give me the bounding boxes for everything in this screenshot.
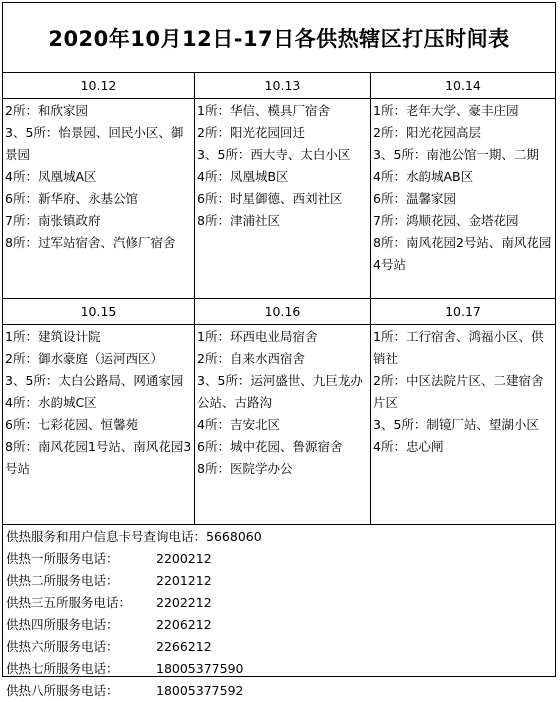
- district-item: 8所：津浦社区: [197, 213, 280, 228]
- phone-label: 供热四所服务电话：: [6, 617, 119, 632]
- schedule-sheet: [2, 2, 556, 698]
- phone-number: 2202212: [156, 595, 212, 610]
- phone-label: 供热八所服务电话：: [6, 683, 119, 698]
- district-item: 2所：中区法院片区、二建宿舍片区: [373, 373, 544, 410]
- district-item: 6所：时星御德、西刘社区: [197, 191, 343, 206]
- district-item: 4所：凤凰城A区: [5, 169, 97, 184]
- phone-number: 2201212: [156, 573, 212, 588]
- district-item: 3、5所：南池公馆一期、二期: [373, 147, 539, 162]
- district-item: 4所：凤凰城B区: [197, 169, 289, 184]
- district-item: 4所：吉安北区: [197, 417, 280, 432]
- district-item: 2所：自来水西宿舍: [197, 351, 305, 366]
- district-item: 7所：鸿顺花园、金塔花园: [373, 213, 519, 228]
- day-cell-1016: [195, 299, 371, 525]
- district-item: 1所：老年大学、豪丰庄园: [373, 103, 519, 118]
- day-date: 10.17: [371, 299, 555, 325]
- district-item: 8所：南风花园2号站、南风花园4号站: [373, 235, 552, 272]
- schedule-grid: [3, 73, 555, 525]
- district-item: 3、5所：太白公路局、网通家园: [5, 373, 184, 388]
- day-cell-1017: [371, 299, 555, 525]
- district-item: 3、5所：怡景园、回民小区、御景园: [5, 125, 184, 162]
- day-cell-1012: [3, 73, 195, 299]
- district-list: [371, 99, 555, 276]
- district-item: 2所：阳光花园高层: [373, 125, 481, 140]
- district-item: 3、5所：运河盛世、九巨龙办公站、古路沟: [197, 373, 363, 410]
- district-list: [3, 325, 194, 480]
- contact-section: [3, 525, 555, 702]
- phone-row: [6, 570, 552, 592]
- phone-label: 供热三五所服务电话：: [6, 595, 132, 610]
- phone-number: 2200212: [156, 551, 212, 566]
- phone-label: 供热二所服务电话：: [6, 573, 119, 588]
- info-hotline-label: 供热服务和用户信息卡号查询电话：: [6, 529, 207, 544]
- phone-number: 2206212: [156, 617, 212, 632]
- phone-label: 供热七所服务电话：: [6, 661, 119, 676]
- district-item: 6所：七彩花园、恒馨苑: [5, 417, 138, 432]
- district-item: 1所：工行宿舍、鸿福小区、供销社: [373, 329, 544, 366]
- district-list: [195, 325, 370, 480]
- info-hotline: [6, 526, 552, 548]
- district-item: 1所：建筑设计院: [5, 329, 101, 344]
- district-item: 3、5所：西大寺、太白小区: [197, 147, 351, 162]
- phone-row: [6, 636, 552, 658]
- day-date: 10.13: [195, 73, 370, 99]
- district-item: 2所：和欣家园: [5, 103, 88, 118]
- day-cell-1014: [371, 73, 555, 299]
- district-item: 2所：阳光花园回迁: [197, 125, 305, 140]
- day-date: 10.15: [3, 299, 194, 325]
- district-item: 2所：御水豪庭（运河西区）: [5, 351, 163, 366]
- district-item: 1所：华信、模具厂宿舍: [197, 103, 330, 118]
- district-item: 6所：温馨家园: [373, 191, 456, 206]
- district-list: [195, 99, 370, 232]
- phone-number: 2266212: [156, 639, 212, 654]
- district-item: 4所：忠心闸: [373, 439, 444, 454]
- day-date: 10.12: [3, 73, 194, 99]
- district-item: 8所：过军站宿舍、汽修厂宿舍: [5, 235, 176, 250]
- district-list: [3, 99, 194, 254]
- phone-row: [6, 680, 552, 702]
- page-title: 2020年10月12日-17日各供热辖区打压时间表: [3, 3, 555, 73]
- day-cell-1015: [3, 299, 195, 525]
- district-item: 3、5所：制镜厂站、望湖小区: [373, 417, 539, 432]
- phone-row: [6, 548, 552, 570]
- phone-number: 18005377590: [156, 661, 244, 676]
- district-item: 4所：水韵城C区: [5, 395, 97, 410]
- day-date: 10.16: [195, 299, 370, 325]
- phone-row: [6, 592, 552, 614]
- district-item: 1所：环西电业局宿舍: [197, 329, 318, 344]
- phone-row: [6, 658, 552, 680]
- district-list: [371, 325, 555, 458]
- district-item: 6所：城中花园、鲁源宿舍: [197, 439, 343, 454]
- district-item: 4所：水韵城AB区: [373, 169, 474, 184]
- phone-label: 供热六所服务电话：: [6, 639, 119, 654]
- day-cell-1013: [195, 73, 371, 299]
- phone-number: 18005377592: [156, 683, 244, 698]
- district-item: 7所：南张镇政府: [5, 213, 101, 228]
- district-item: 8所：南风花园1号站、南风花园3号站: [5, 439, 192, 476]
- phone-row: [6, 614, 552, 636]
- district-item: 6所：新华府、永基公馆: [5, 191, 138, 206]
- day-date: 10.14: [371, 73, 555, 99]
- phone-label: 供热一所服务电话：: [6, 551, 119, 566]
- info-hotline-number: 5668060: [206, 529, 262, 544]
- district-item: 8所：医院学办公: [197, 461, 293, 476]
